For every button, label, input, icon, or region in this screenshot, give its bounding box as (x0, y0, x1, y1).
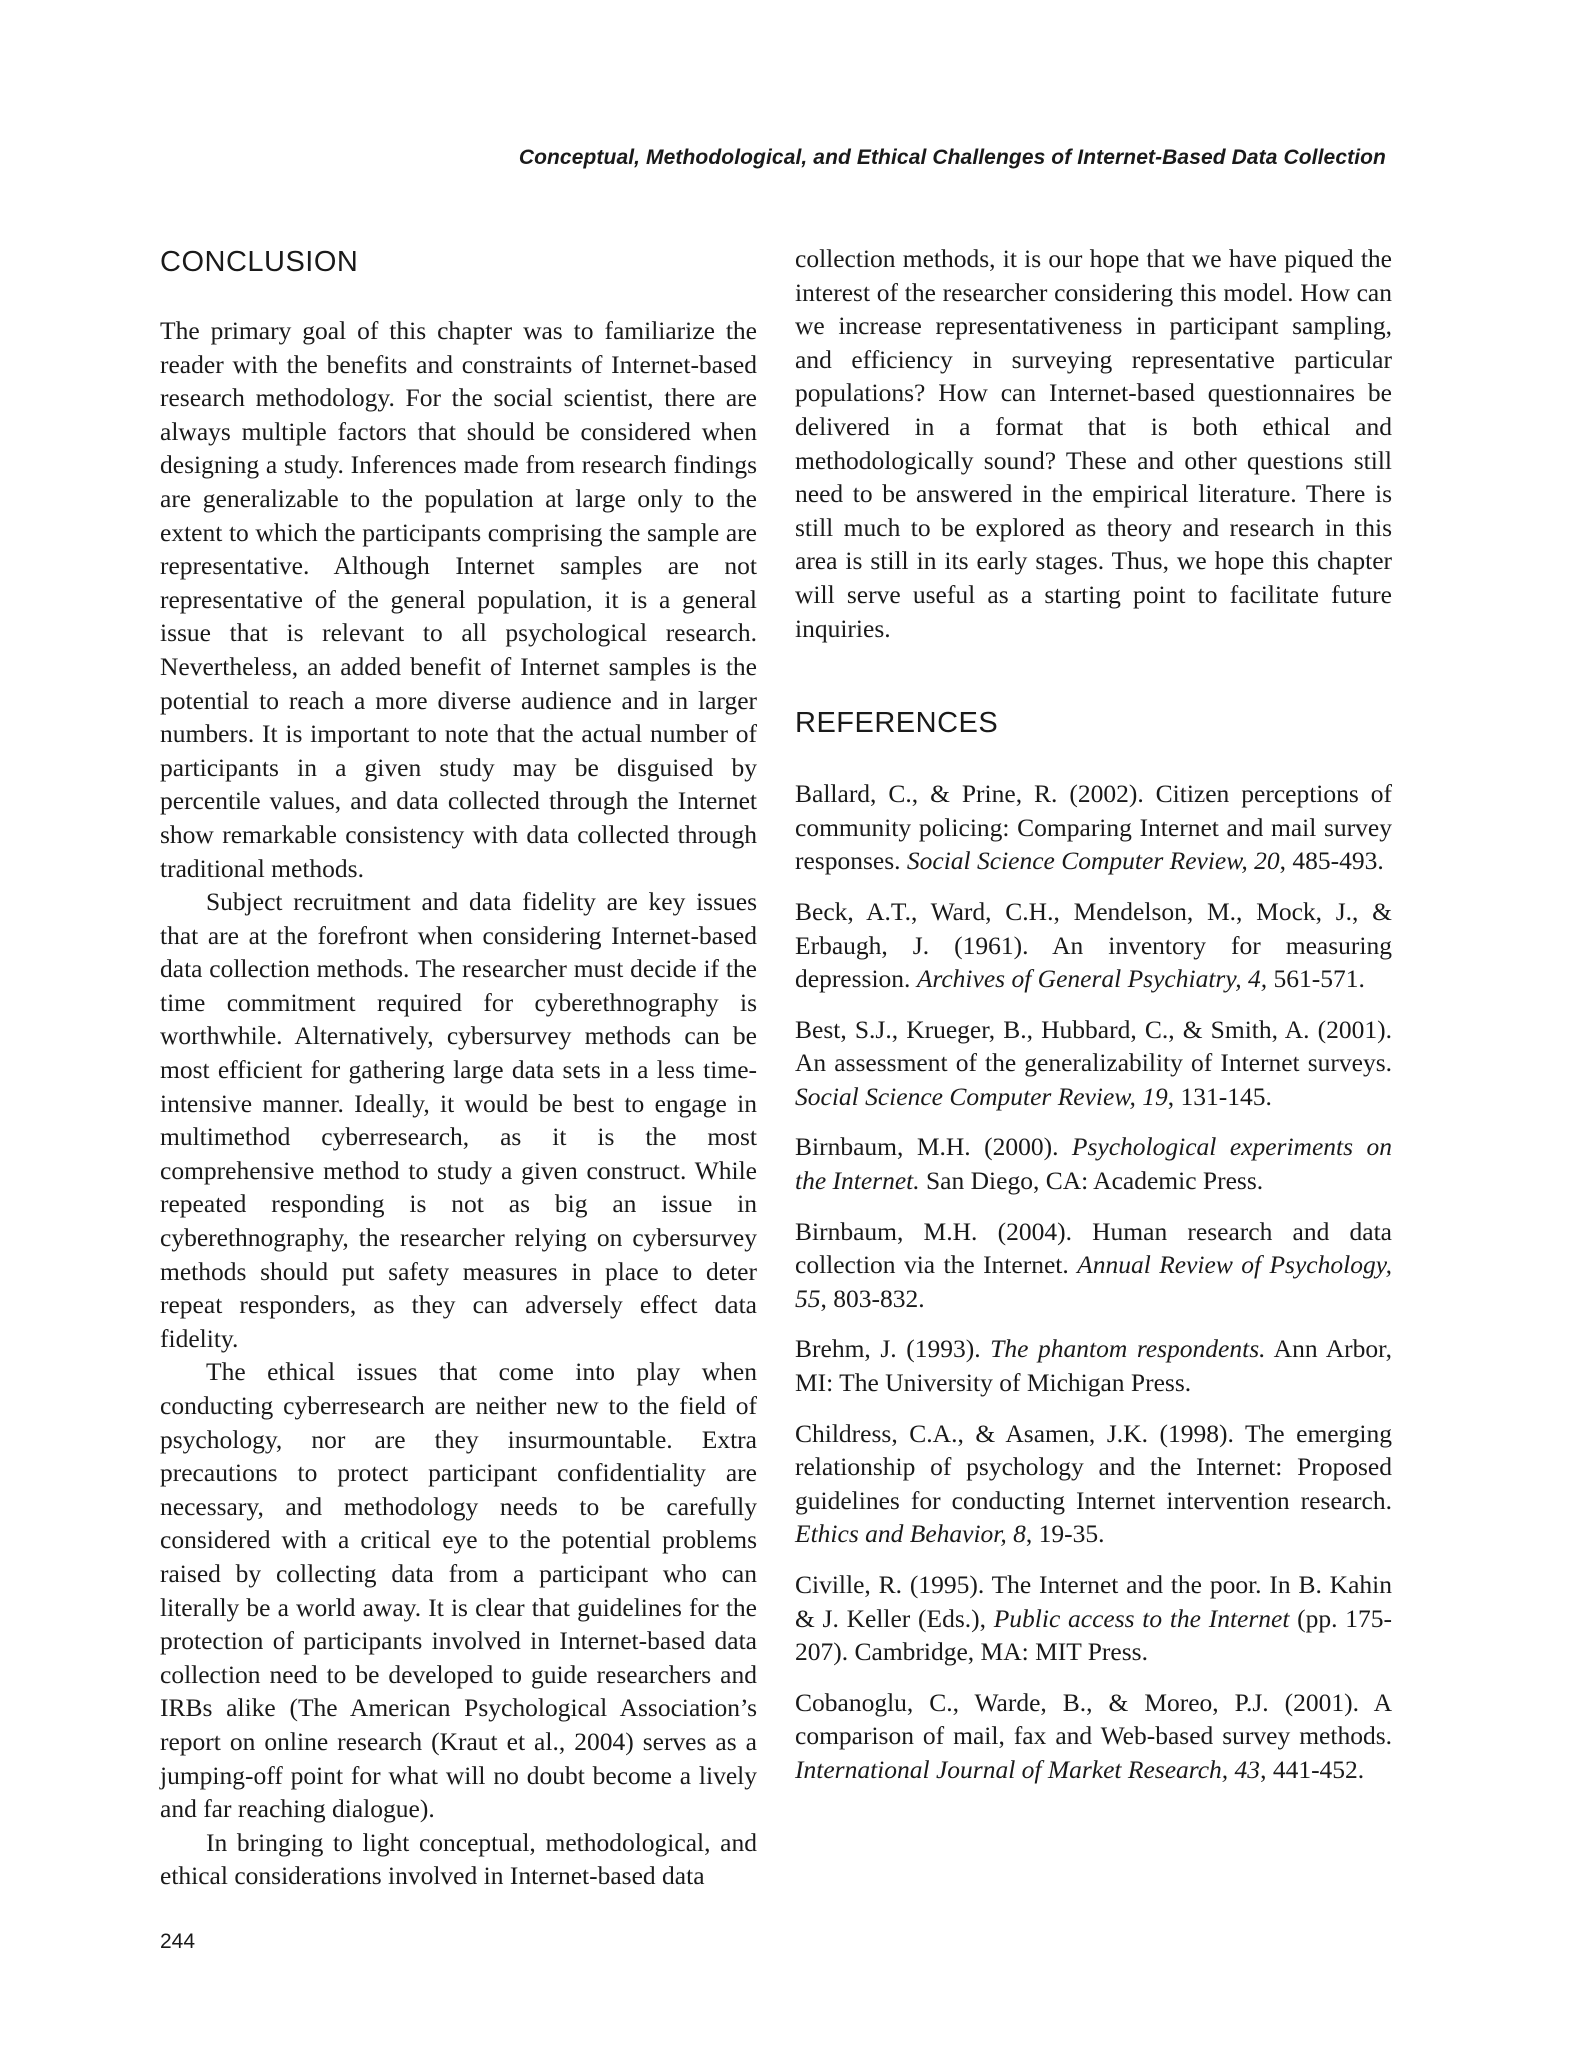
left-column (160, 242, 757, 1893)
reference-item: Ballard, C., & Prine, R. (2002). Citizen perceptions of community policing: Comparing Internet and mail survey responses. Social Science Computer Review, 20, 485-493. (795, 779, 1392, 876)
reference-item: Birnbaum, M.H. (2000). Psychological experiments on the Internet. San Diego, CA: Academic Press. (795, 1132, 1392, 1196)
reference-item: Brehm, J. (1993). The phantom respondents. Ann Arbor, MI: The University of Michigan Press. (795, 1334, 1393, 1398)
conclusion-paragraph-4-continued: collection methods, it is our hope that we have piqued the interest of the researcher considering this model. How can we increase representativeness in participant sampling, and efficiency in surveying representative particular populations? How can Internet-based questionnaires be delivered in a format that is both ethical and methodologically sound? These and other questions still need to be answered in the empirical literature. There is still much to be explored as theory and research in this area is still in its early stages. Thus, we hope this chapter will serve useful as a starting point to facilitate future inquiries. (795, 244, 1392, 643)
reference-item: Civille, R. (1995). The Internet and the poor. In B. Kahin & J. Keller (Eds.), Public access to the Internet (pp. 175-207). Cambridge, MA: MIT Press. (795, 1570, 1392, 1667)
conclusion-heading: CONCLUSION (160, 246, 359, 278)
conclusion-paragraph-3: The ethical issues that come into play when conducting cyberresearch are neither new to the field of psychology, nor are they insurmountable. Extra precautions to protect participant confidentiality are necessary, and methodology needs to be carefully considered with a critical eye to the potential problems raised by collecting data from a participant who can literally be a world away. It is clear that guidelines for the protection of participants involved in Internet-based data collection need to be developed to guide researchers and IRBs alike (The American Psychological Association’s report on online research (Kraut et al., 2004) serves as a jumping-off point for what will no doubt become a lively and far reaching dialogue). (160, 1357, 757, 1824)
right-column (795, 242, 1392, 1804)
running-head: Conceptual, Methodological, and Ethical Challenges of Internet-Based Data Collection (518, 146, 1386, 169)
references-list (795, 777, 1392, 1786)
conclusion-paragraph-4-start: In bringing to light conceptual, methodological, and ethical considerations involved in Internet-based data (160, 1827, 757, 1891)
conclusion-paragraph-1: The primary goal of this chapter was to familiarize the reader with the benefits and constraints of Internet-based research methodology. For the social scientist, there are always multiple factors that should be considered when designing a study. Inferences made from research findings are generalizable to the population at large only to the extent to which the participants comprising the sample are representative. Although Internet samples are not representative of the general population, it is a general issue that is relevant to all psychological research. Nevertheless, an added benefit of Internet samples is the potential to reach a more diverse audience and in larger numbers. It is important to note that the actual number of participants in a given study may be disguised by percentile values, and data collected through the Internet show remarkable consistency with data collected through traditional methods. (160, 316, 757, 883)
reference-item: Birnbaum, M.H. (2004). Human research and data collection via the Internet. Annual Review of Psychology, 55, 803-832. (795, 1216, 1392, 1313)
reference-item: Best, S.J., Krueger, B., Hubbard, C., & Smith, A. (2001). An assessment of the generalizability of Internet surveys. Social Science Computer Review, 19, 131-145. (795, 1014, 1392, 1111)
references-heading: REFERENCES (795, 707, 999, 740)
reference-item: Cobanoglu, C., Warde, B., & Moreo, P.J. (2001). A comparison of mail, fax and Web-based survey methods. International Journal of Market Research, 43, 441-452. (795, 1687, 1392, 1784)
reference-item: Beck, A.T., Ward, C.H., Mendelson, M., Mock, J., & Erbaugh, J. (1961). An inventory for measuring depression. Archives of General Psychiatry, 4, 561-571. (795, 896, 1392, 994)
page-number: 244 (160, 1930, 196, 1953)
conclusion-paragraph-2: Subject recruitment and data fidelity are key issues that are at the forefront when considering Internet-based data collection methods. The researcher must decide if the time commitment required for cyberethnography is worthwhile. Alternatively, cybersurvey methods can be most efficient for gathering large data sets in a less time-intensive manner. Ideally, it would be best to engage in multimethod cyberresearch, as it is the most comprehensive method to study a given construct. While repeated responding is not as big an issue in cyberethnography, the researcher relying on cybersurvey methods should put safety measures in place to deter repeat responders, as they can adversely effect data fidelity. (160, 887, 757, 1353)
reference-item: Childress, C.A., & Asamen, J.K. (1998). The emerging relationship of psychology and the Internet: Proposed guidelines for conducting Internet intervention research. Ethics and Behavior, 8, 19-35. (795, 1418, 1392, 1549)
